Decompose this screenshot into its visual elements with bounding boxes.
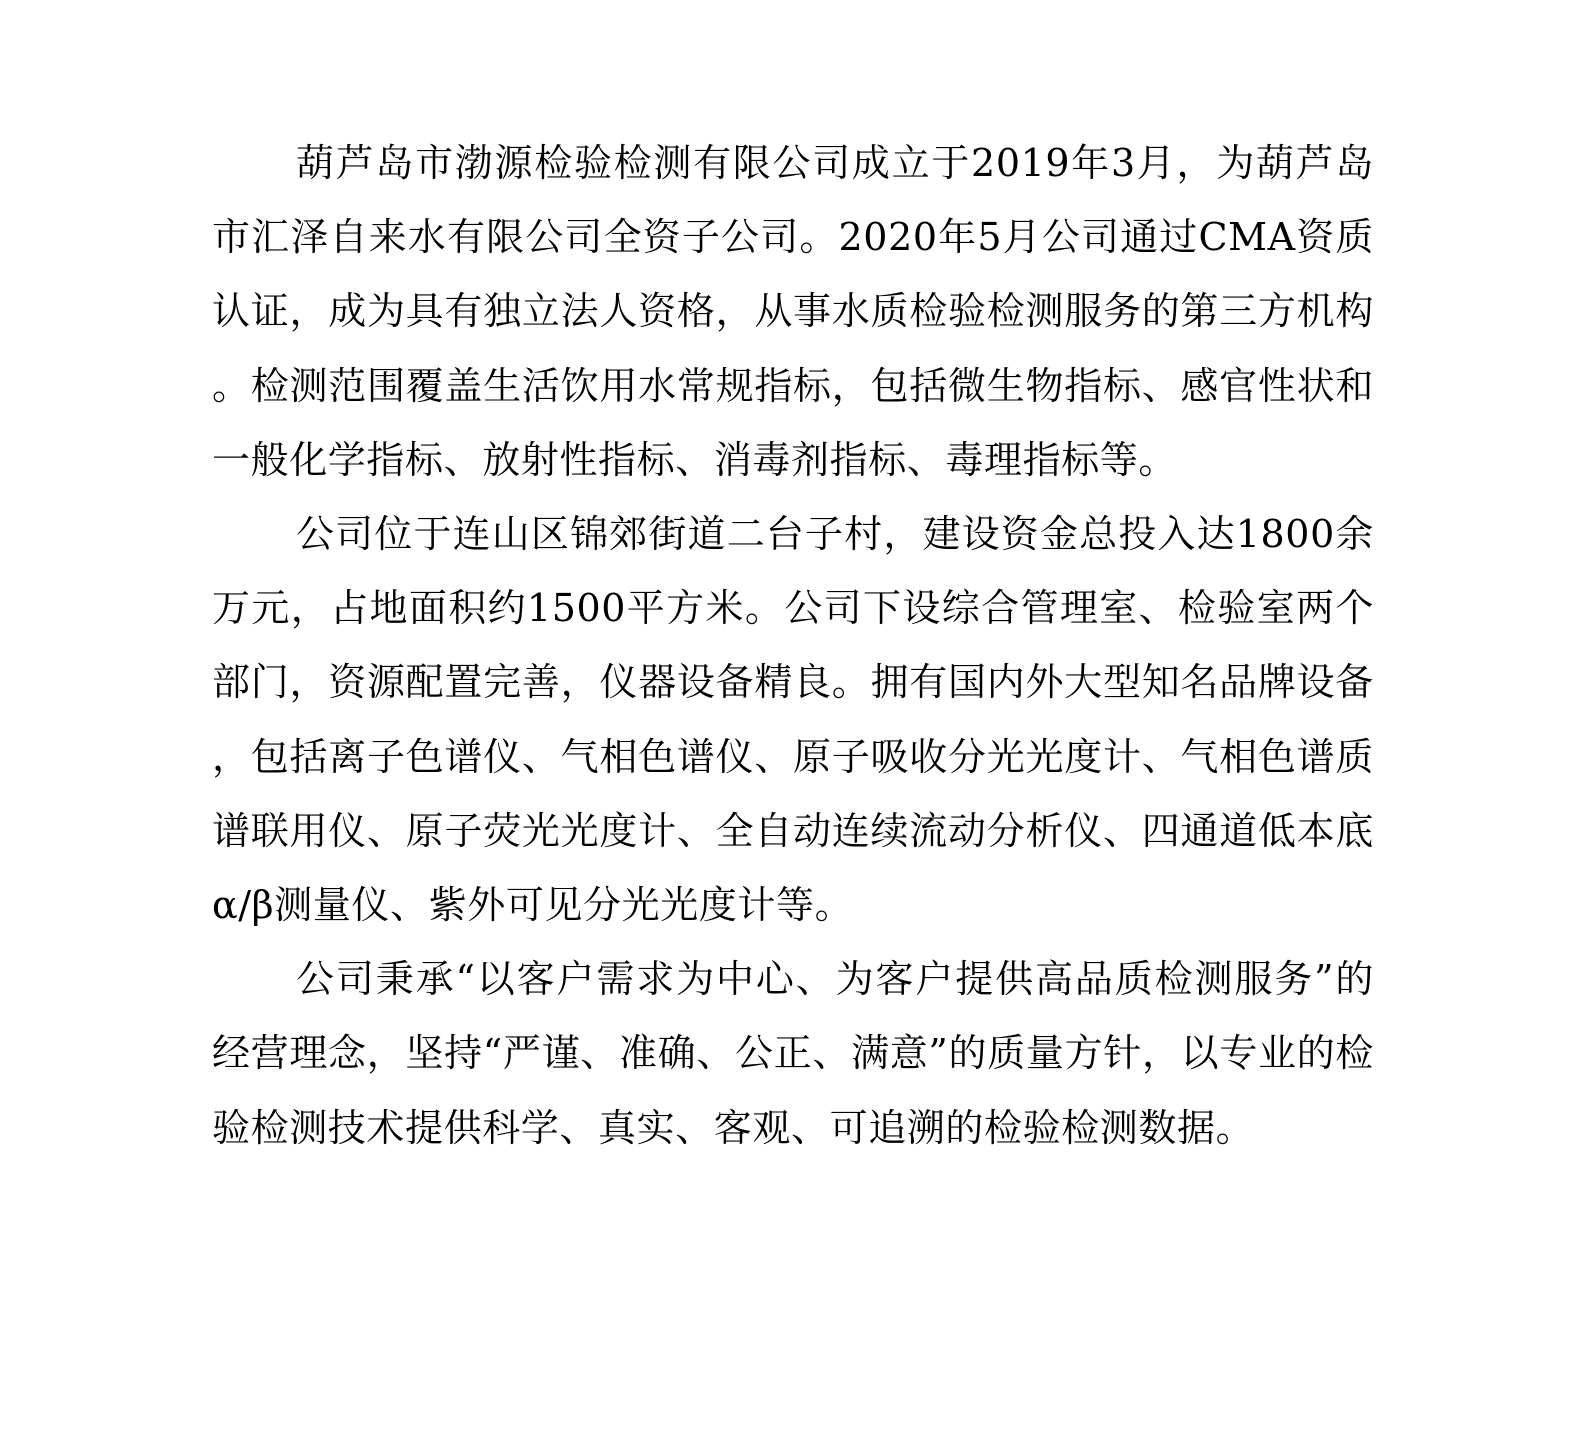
paragraph-company-intro: 葫芦岛市渤源检验检测有限公司成立于2019年3月，为葫芦岛市汇泽自来水有限公司全资子公司。2020年5月公司通过CMA资质认证，成为具有独立法人资格，从事水质检验检测服务的第三方机构。检测范围覆盖生活饮用水常规指标，包括微生物指标、感官性状和一般化学指标、放射性指标、消毒剂指标、毒理指标等。 (212, 141, 1374, 482)
paragraph-philosophy: 公司秉承“以客户需求为中心、为客户提供高品质检测服务”的经营理念，坚持“严谨、准确、公正、满意”的质量方针，以专业的检验检测技术提供科学、真实、客观、可追溯的检验检测数据。 (212, 957, 1374, 1150)
document-body (212, 126, 1374, 1165)
paragraph-facilities: 公司位于连山区锦郊街道二台子村，建设资金总投入达1800余万元，占地面积约1500平方米。公司下设综合管理室、检验室两个部门，资源配置完善，仪器设备精良。拥有国内外大型知名品牌设备，包括离子色谱仪、气相色谱仪、原子吸收分光光度计、气相色谱质谱联用仪、原子荧光光度计、全自动连续流动分析仪、四通道低本底α/β测量仪、紫外可见分光光度计等。 (212, 512, 1375, 928)
